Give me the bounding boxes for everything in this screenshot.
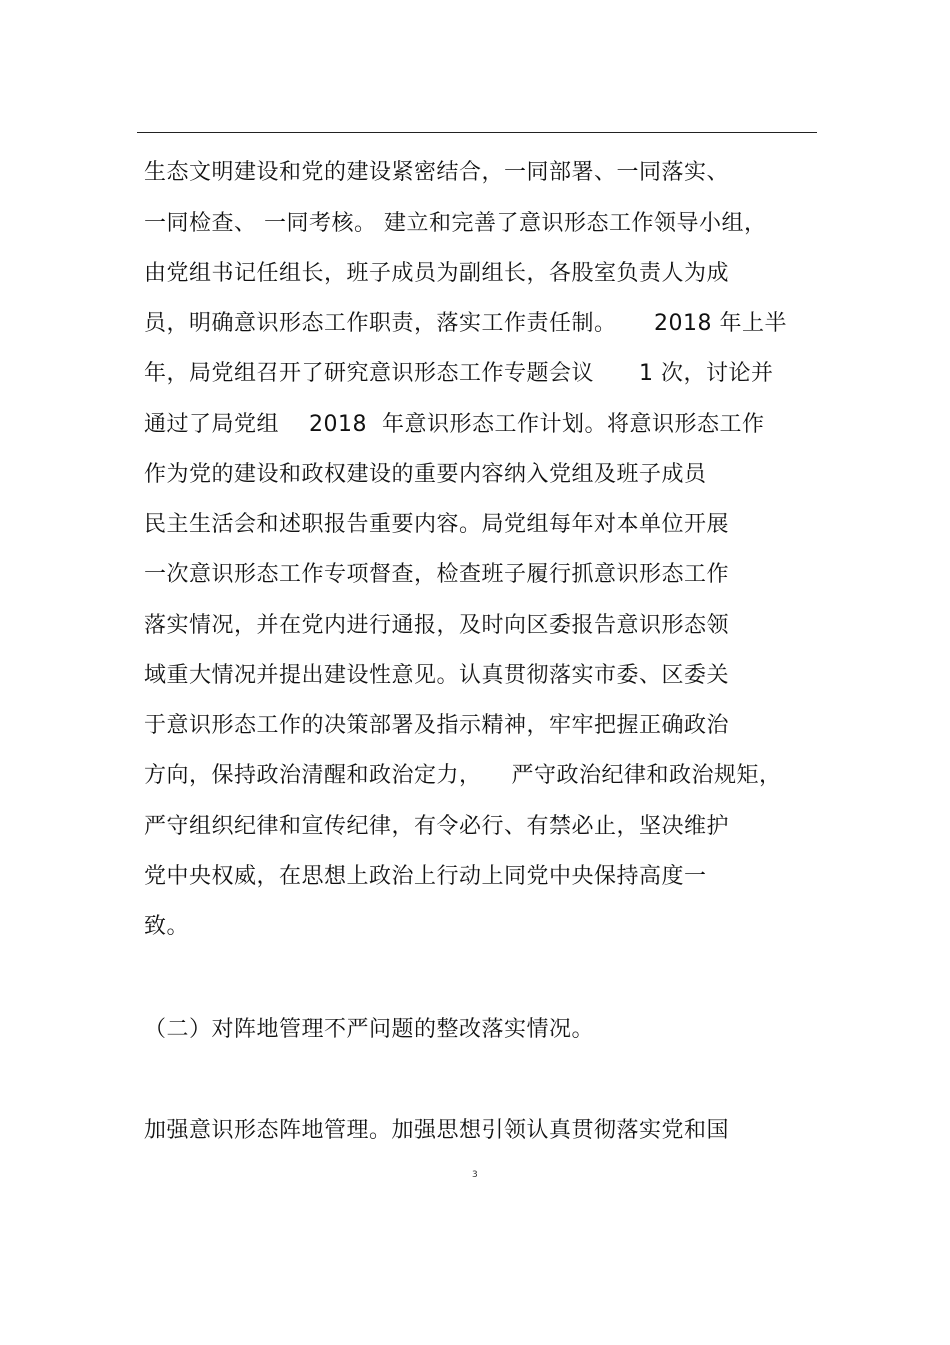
body-line: 一次意识形态工作专项督查，检查班子履行抓意识形态工作	[144, 562, 730, 587]
header-rule	[137, 132, 817, 133]
body-line: 严守组织纪律和宣传纪律，有令必行、有禁必止，坚决维护	[144, 814, 730, 839]
body-line: 域重大情况并提出建设性意见。认真贯彻落实市委、区委关	[144, 663, 730, 688]
body-line: 年，局党组召开了研究意识形态工作专题会议 1 次，讨论并	[144, 361, 774, 386]
closing-paragraph-line: 加强意识形态阵地管理。加强思想引领认真贯彻落实党和国	[144, 1118, 730, 1143]
body-line: 员，明确意识形态工作职责，落实工作责任制。 2018 年上半	[144, 311, 787, 336]
section-heading: （二）对阵地管理不严问题的整改落实情况。	[144, 1017, 595, 1042]
body-line: 方向，保持政治清醒和政治定力， 严守政治纪律和政治规矩，	[144, 763, 782, 788]
body-line: 党中央权威，在思想上政治上行动上同党中央保持高度一	[144, 864, 707, 889]
body-line: 作为党的建设和政权建设的重要内容纳入党组及班子成员	[144, 462, 707, 487]
body-line: 民主生活会和述职报告重要内容。局党组每年对本单位开展	[144, 512, 730, 537]
body-line: 由党组书记任组长，班子成员为副组长，各股室负责人为成	[144, 261, 730, 286]
body-line: 生态文明建设和党的建设紧密结合，一同部署、一同落实、	[144, 160, 730, 185]
page-number: 3	[472, 1170, 478, 1180]
body-line: 落实情况，并在党内进行通报，及时向区委报告意识形态领	[144, 613, 730, 638]
body-line: 致。	[144, 914, 190, 939]
body-line: 于意识形态工作的决策部署及指示精神，牢牢把握正确政治	[144, 713, 730, 738]
body-line: 一同检查、 一同考核。 建立和完善了意识形态工作领导小组，	[144, 211, 767, 236]
body-line: 通过了局党组 2018 年意识形态工作计划。将意识形态工作	[144, 412, 765, 437]
